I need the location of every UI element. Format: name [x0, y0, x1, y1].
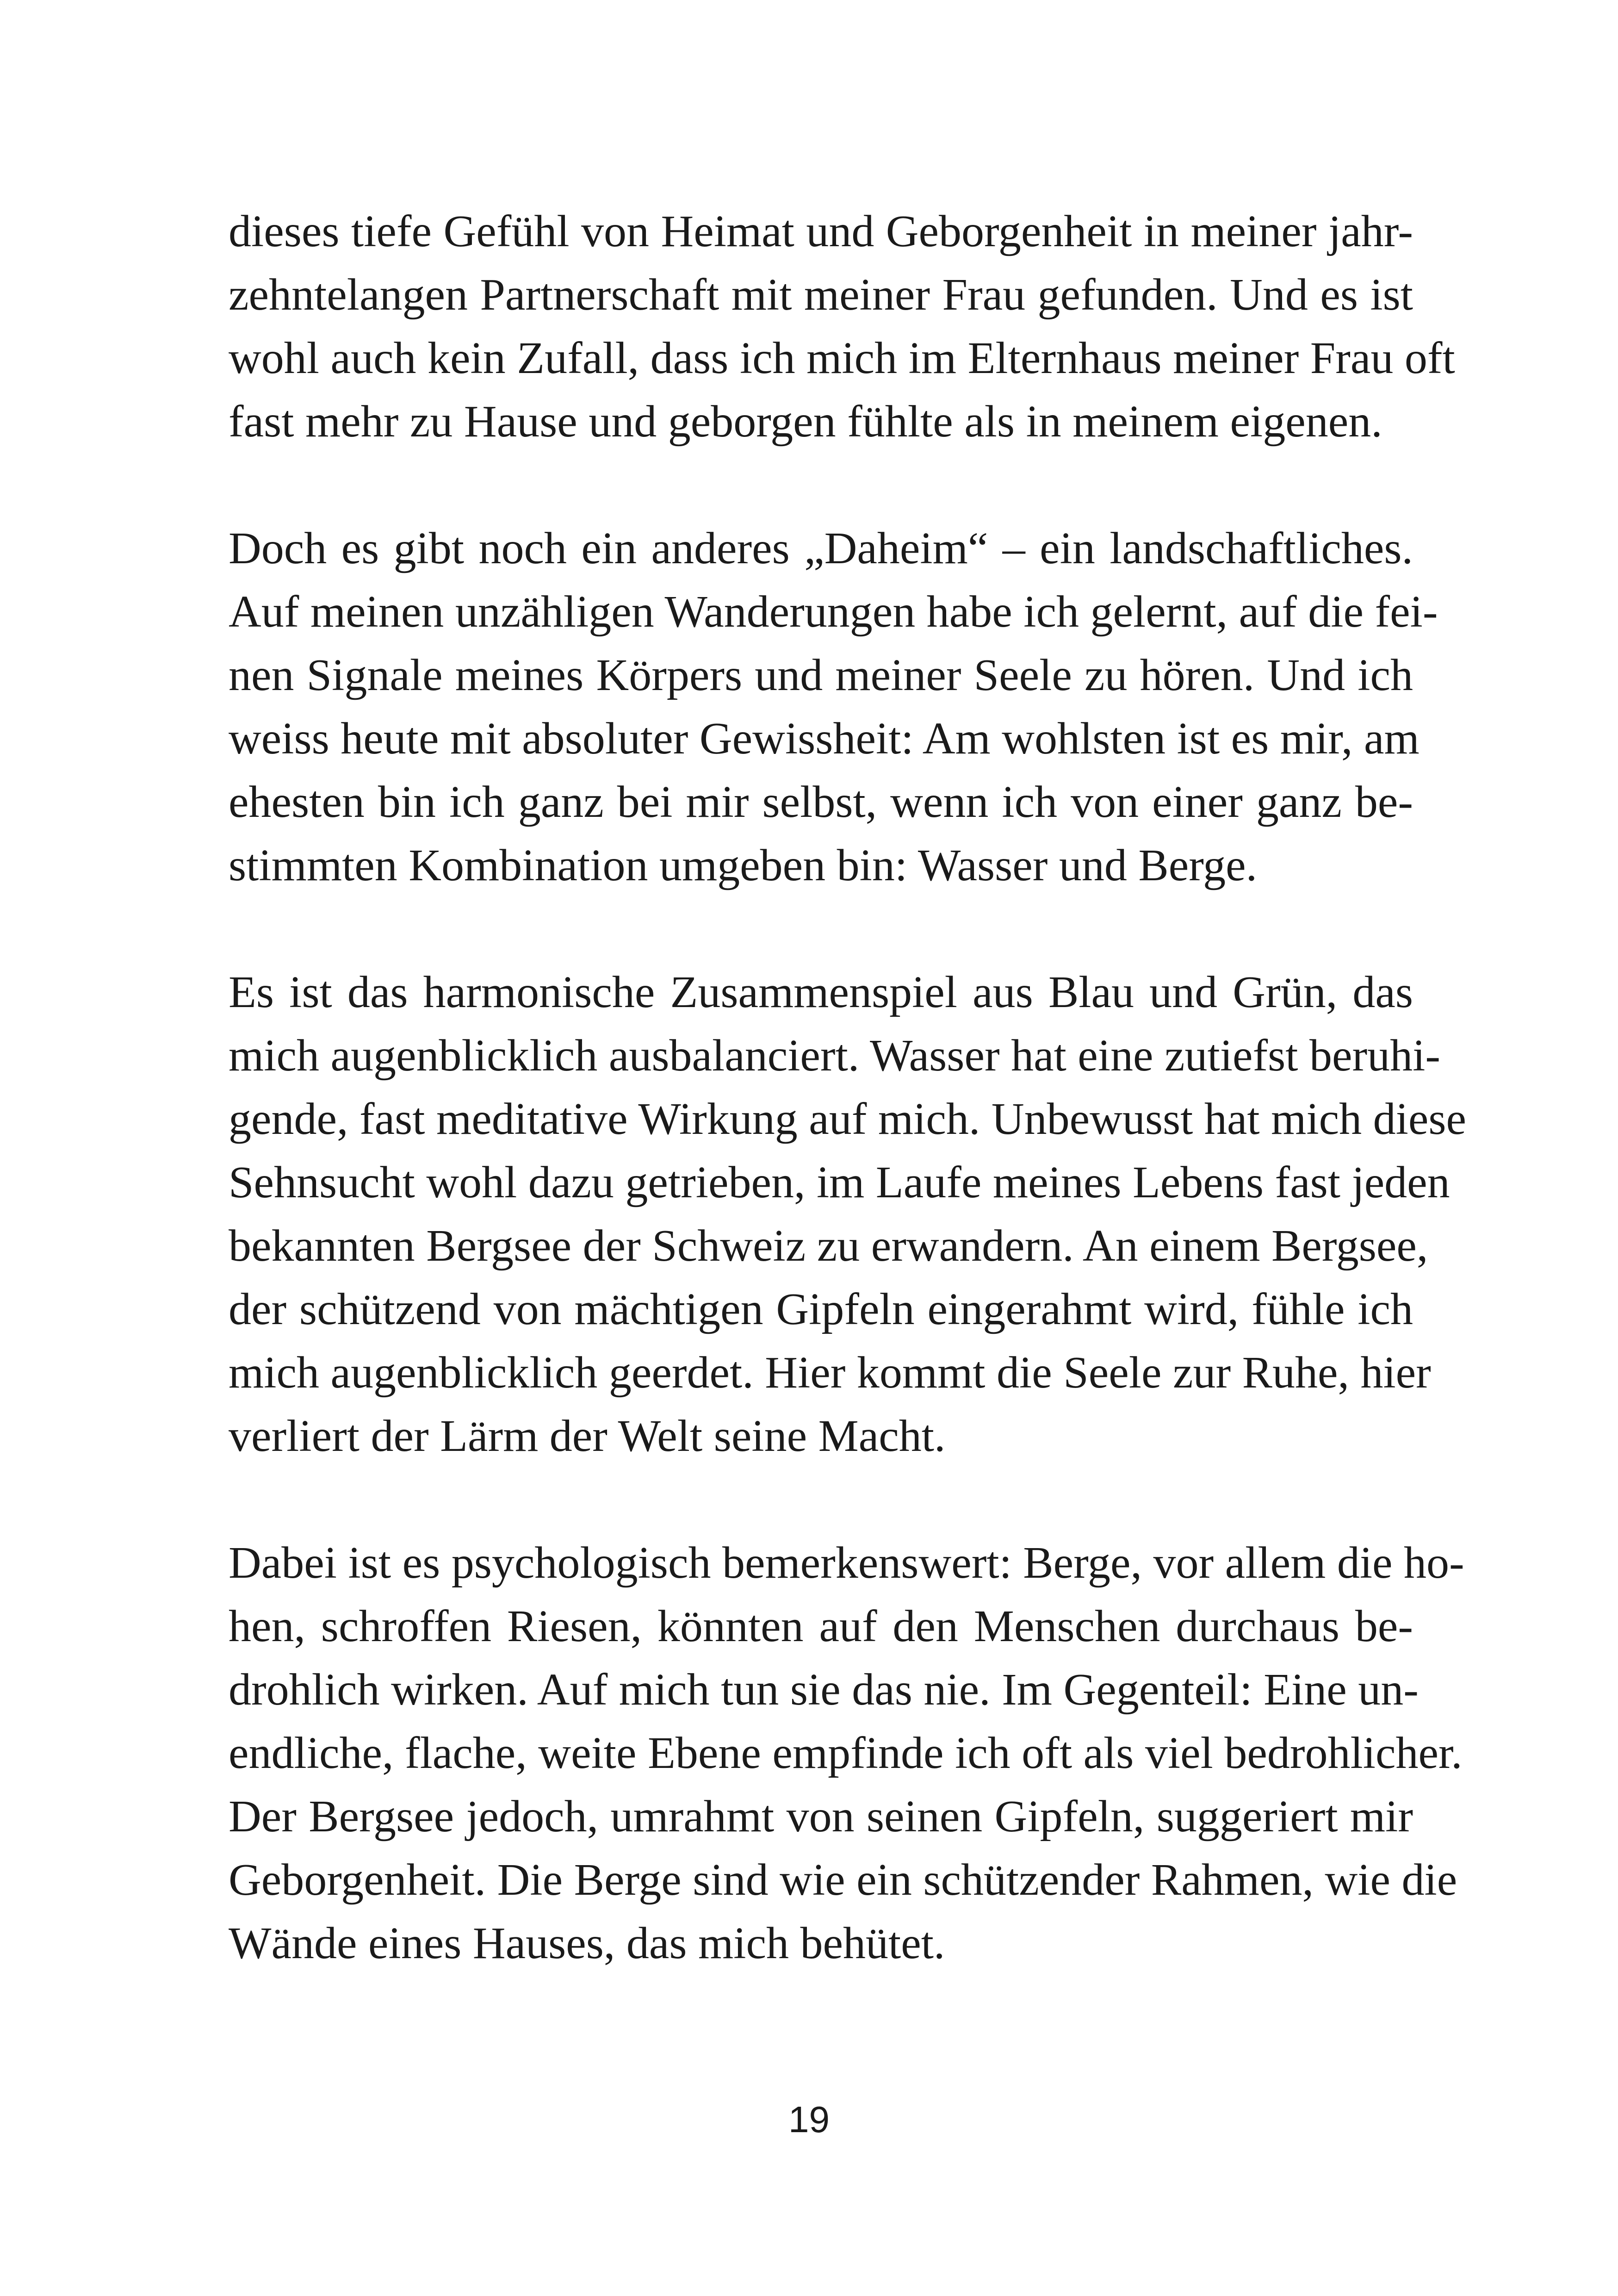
text-line: Geborgenheit. Die Berge sind wie ein schützender Rahmen, wie die	[229, 1855, 1457, 1905]
text-line: stimmten Kombination umgeben bin: Wasser und Berge.	[229, 840, 1258, 890]
text-line: zehntelangen Partnerschaft mit meiner Frau gefunden. Und es ist	[229, 270, 1413, 320]
text-line: dieses tiefe Gefühl von Heimat und Geborgenheit in meiner jahr-	[229, 206, 1413, 256]
text-line: Der Bergsee jedoch, umrahmt von seinen Gipfeln, suggeriert mir	[229, 1792, 1413, 1842]
text-line: gende, fast meditative Wirkung auf mich. Unbewusst hat mich diese	[229, 1094, 1466, 1144]
paragraph-1	[229, 200, 1455, 454]
body-text	[229, 200, 1466, 2039]
text-line: Wände eines Hauses, das mich behütet.	[229, 1918, 945, 1968]
text-line: nen Signale meines Körpers und meiner Seele zu hören. Und ich	[229, 650, 1413, 700]
text-line: Es ist das harmonische Zusammenspiel aus Blau und Grün, das	[229, 967, 1413, 1017]
text-line: drohlich wirken. Auf mich tun sie das nie. Im Gegenteil: Eine un-	[229, 1665, 1419, 1715]
text-line: mich augenblicklich geerdet. Hier kommt die Seele zur Ruhe, hier	[229, 1348, 1431, 1398]
text-line: bekannten Bergsee der Schweiz zu erwandern. An einem Bergsee,	[229, 1221, 1428, 1271]
text-line: endliche, flache, weite Ebene empfinde ich oft als viel bedrohlicher.	[229, 1728, 1463, 1778]
text-line: hen, schroffen Riesen, könnten auf den Menschen durchaus be-	[229, 1601, 1413, 1651]
text-line: wohl auch kein Zufall, dass ich mich im Elternhaus meiner Frau oft	[229, 333, 1455, 383]
text-line: verliert der Lärm der Welt seine Macht.	[229, 1411, 946, 1461]
text-line: der schützend von mächtigen Gipfeln eingerahmt wird, fühle ich	[229, 1284, 1413, 1334]
text-line: weiss heute mit absoluter Gewissheit: Am wohlsten ist es mir, am	[229, 714, 1420, 764]
page-number: 19	[788, 2099, 830, 2140]
text-line: fast mehr zu Hause und geborgen fühlte als in meinem eigenen.	[229, 397, 1382, 447]
paragraph-3	[229, 961, 1466, 1468]
text-line: mich augenblicklich ausbalanciert. Wasser hat eine zutiefst beruhi-	[229, 1031, 1440, 1081]
text-line: Dabei ist es psychologisch bemerkenswert: Berge, vor allem die ho-	[229, 1538, 1464, 1588]
text-line: Doch es gibt noch ein anderes „Daheim“ – ein landschaftliches.	[229, 523, 1413, 573]
text-line: Sehnsucht wohl dazu getrieben, im Laufe meines Lebens fast jeden	[229, 1157, 1450, 1207]
text-line: ehesten bin ich ganz bei mir selbst, wenn ich von einer ganz be-	[229, 777, 1413, 827]
paragraph-4	[229, 1531, 1464, 1975]
paragraph-2	[229, 517, 1438, 897]
text-line: Auf meinen unzähligen Wanderungen habe ich gelernt, auf die fei-	[229, 587, 1438, 637]
